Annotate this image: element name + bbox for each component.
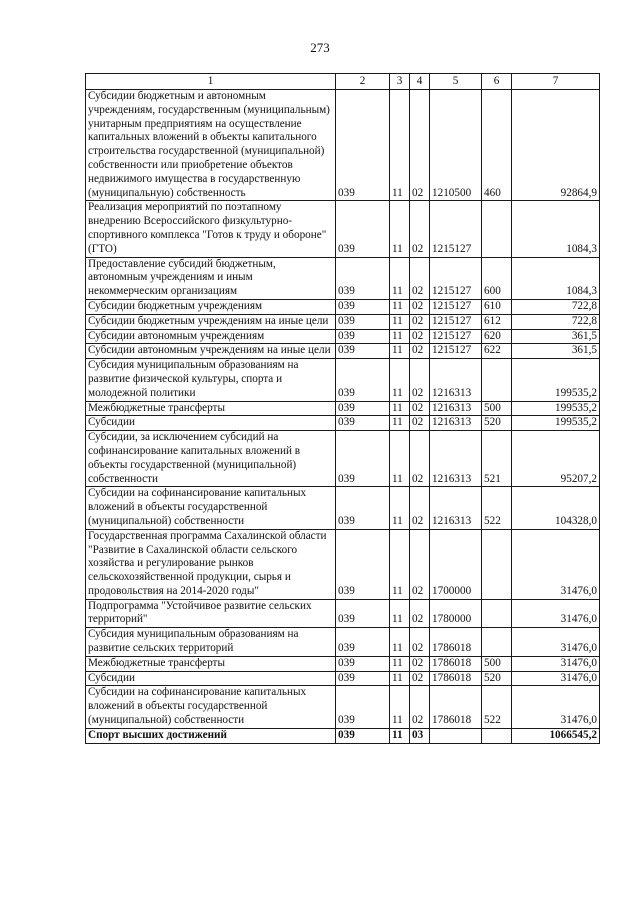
table-row — [86, 359, 600, 401]
target-article-code: 1215127 — [430, 201, 482, 257]
amount: 1084,3 — [512, 201, 600, 257]
expense-type-code: 460 — [482, 90, 512, 201]
amount: 104328,0 — [512, 487, 600, 529]
row-label: Подпрограмма "Устойчивое развитие сельских территорий" — [86, 599, 336, 628]
section-code: 11 — [390, 728, 410, 743]
target-article-code: 1215127 — [430, 257, 482, 299]
section-code: 11 — [390, 344, 410, 359]
ministry-code: 039 — [336, 599, 390, 628]
subsection-code: 02 — [410, 344, 430, 359]
ministry-code: 039 — [336, 201, 390, 257]
amount: 31476,0 — [512, 656, 600, 671]
amount: 722,8 — [512, 299, 600, 314]
amount: 95207,2 — [512, 431, 600, 487]
section-code: 11 — [390, 201, 410, 257]
table-row — [86, 656, 600, 671]
ministry-code: 039 — [336, 431, 390, 487]
expense-type-code: 521 — [482, 431, 512, 487]
expense-type-code — [482, 599, 512, 628]
subsection-code: 02 — [410, 686, 430, 728]
ministry-code: 039 — [336, 656, 390, 671]
ministry-code: 039 — [336, 314, 390, 329]
section-code: 11 — [390, 329, 410, 344]
row-label: Субсидии автономным учреждениям — [86, 329, 336, 344]
table-row — [86, 201, 600, 257]
subsection-code: 02 — [410, 329, 430, 344]
subsection-code: 02 — [410, 671, 430, 686]
ministry-code: 039 — [336, 359, 390, 401]
target-article-code: 1216313 — [430, 359, 482, 401]
section-code: 11 — [390, 359, 410, 401]
subsection-code: 02 — [410, 656, 430, 671]
subsection-code: 02 — [410, 359, 430, 401]
expense-type-code: 500 — [482, 656, 512, 671]
table-row — [86, 487, 600, 529]
table-row — [86, 90, 600, 201]
section-code: 11 — [390, 487, 410, 529]
row-label: Субсидии бюджетным и автономным учреждениям, государственным (муниципальным) унитарным предприятиям на осуществление капитальных вложений в объекты капитального строительства государственной (муниципальной) собственности или приобретение объектов недвижимого имущества в государственную (муниципальную) собственность — [86, 90, 336, 201]
expense-type-code — [482, 529, 512, 599]
section-code: 11 — [390, 90, 410, 201]
row-label: Субсидии, за исключением субсидий на софинансирование капитальных вложений в объекты государственной (муниципальной) собственности — [86, 431, 336, 487]
subsection-code: 02 — [410, 487, 430, 529]
table-row — [86, 529, 600, 599]
row-label: Субсидии автономным учреждениям на иные цели — [86, 344, 336, 359]
column-header: 4 — [410, 74, 430, 90]
column-header: 5 — [430, 74, 482, 90]
row-label: Субсидия муниципальным образованиям на развитие физической культуры, спорта и молодежной политики — [86, 359, 336, 401]
page-number: 273 — [310, 40, 330, 55]
row-label: Реализация мероприятий по поэтапному внедрению Всероссийского физкультурно-спортивного комплекса "Готов к труду и обороне" (ГТО) — [86, 201, 336, 257]
section-code: 11 — [390, 529, 410, 599]
target-article-code: 1216313 — [430, 416, 482, 431]
ministry-code: 039 — [336, 728, 390, 743]
amount: 1084,3 — [512, 257, 600, 299]
table-row — [86, 431, 600, 487]
amount: 361,5 — [512, 344, 600, 359]
section-code: 11 — [390, 628, 410, 657]
target-article-code: 1210500 — [430, 90, 482, 201]
subsection-code: 02 — [410, 599, 430, 628]
target-article-code: 1780000 — [430, 599, 482, 628]
subsection-code: 02 — [410, 299, 430, 314]
table-row — [86, 314, 600, 329]
ministry-code: 039 — [336, 416, 390, 431]
target-article-code: 1216313 — [430, 431, 482, 487]
section-code: 11 — [390, 671, 410, 686]
header-row — [86, 74, 600, 90]
table-row — [86, 257, 600, 299]
ministry-code: 039 — [336, 671, 390, 686]
subsection-code: 02 — [410, 314, 430, 329]
row-label: Межбюджетные трансферты — [86, 656, 336, 671]
amount: 31476,0 — [512, 671, 600, 686]
expense-type-code: 622 — [482, 344, 512, 359]
amount: 1066545,2 — [512, 728, 600, 743]
section-code: 11 — [390, 314, 410, 329]
row-label: Субсидия муниципальным образованиям на развитие сельских территорий — [86, 628, 336, 657]
table-row — [86, 401, 600, 416]
row-label: Субсидии бюджетным учреждениям — [86, 299, 336, 314]
table-row — [86, 728, 600, 743]
amount: 199535,2 — [512, 416, 600, 431]
row-label: Государственная программа Сахалинской области "Развитие в Сахалинской области сельского хозяйства и регулирование рынков сельскохозяйственной продукции, сырья и продовольствия на 2014-2020 годы" — [86, 529, 336, 599]
ministry-code: 039 — [336, 90, 390, 201]
target-article-code: 1215127 — [430, 314, 482, 329]
expense-type-code: 520 — [482, 671, 512, 686]
ministry-code: 039 — [336, 344, 390, 359]
target-article-code: 1215127 — [430, 344, 482, 359]
amount: 361,5 — [512, 329, 600, 344]
table-row — [86, 686, 600, 728]
amount: 31476,0 — [512, 529, 600, 599]
table-row — [86, 416, 600, 431]
target-article-code: 1215127 — [430, 299, 482, 314]
ministry-code: 039 — [336, 257, 390, 299]
subsection-code: 02 — [410, 90, 430, 201]
ministry-code: 039 — [336, 628, 390, 657]
expense-type-code — [482, 201, 512, 257]
expense-type-code: 522 — [482, 487, 512, 529]
ministry-code: 039 — [336, 329, 390, 344]
expense-type-code: 620 — [482, 329, 512, 344]
subsection-code: 02 — [410, 628, 430, 657]
ministry-code: 039 — [336, 686, 390, 728]
row-label: Субсидии на софинансирование капитальных вложений в объекты государственной (муниципальной) собственности — [86, 686, 336, 728]
target-article-code: 1786018 — [430, 671, 482, 686]
section-code: 11 — [390, 401, 410, 416]
section-code: 11 — [390, 416, 410, 431]
target-article-code: 1216313 — [430, 487, 482, 529]
target-article-code: 1786018 — [430, 628, 482, 657]
table-row — [86, 344, 600, 359]
expense-type-code: 610 — [482, 299, 512, 314]
expense-type-code — [482, 359, 512, 401]
target-article-code: 1216313 — [430, 401, 482, 416]
ministry-code: 039 — [336, 487, 390, 529]
column-header: 6 — [482, 74, 512, 90]
expense-type-code: 612 — [482, 314, 512, 329]
column-header: 7 — [512, 74, 600, 90]
amount: 92864,9 — [512, 90, 600, 201]
row-label: Субсидии — [86, 416, 336, 431]
subsection-code: 03 — [410, 728, 430, 743]
amount: 199535,2 — [512, 401, 600, 416]
column-header: 1 — [86, 74, 336, 90]
ministry-code: 039 — [336, 529, 390, 599]
expense-type-code: 500 — [482, 401, 512, 416]
amount: 199535,2 — [512, 359, 600, 401]
section-code: 11 — [390, 686, 410, 728]
target-article-code: 1786018 — [430, 656, 482, 671]
amount: 31476,0 — [512, 628, 600, 657]
expense-type-code: 520 — [482, 416, 512, 431]
section-code: 11 — [390, 299, 410, 314]
row-label: Субсидии бюджетным учреждениям на иные цели — [86, 314, 336, 329]
section-code: 11 — [390, 656, 410, 671]
subsection-code: 02 — [410, 416, 430, 431]
subsection-code: 02 — [410, 401, 430, 416]
expense-type-code — [482, 628, 512, 657]
table-row — [86, 628, 600, 657]
budget-table — [85, 73, 600, 744]
subsection-code: 02 — [410, 257, 430, 299]
expense-type-code: 600 — [482, 257, 512, 299]
subsection-code: 02 — [410, 529, 430, 599]
table-row — [86, 599, 600, 628]
table-row — [86, 671, 600, 686]
amount: 31476,0 — [512, 599, 600, 628]
table-row — [86, 329, 600, 344]
subsection-code: 02 — [410, 431, 430, 487]
target-article-code: 1786018 — [430, 686, 482, 728]
subsection-code: 02 — [410, 201, 430, 257]
section-code: 11 — [390, 599, 410, 628]
expense-type-code: 522 — [482, 686, 512, 728]
row-label: Субсидии на софинансирование капитальных вложений в объекты государственной (муниципальной) собственности — [86, 487, 336, 529]
table-row — [86, 299, 600, 314]
row-label: Спорт высших достижений — [86, 728, 336, 743]
expense-type-code — [482, 728, 512, 743]
target-article-code: 1215127 — [430, 329, 482, 344]
target-article-code — [430, 728, 482, 743]
amount: 722,8 — [512, 314, 600, 329]
column-header: 3 — [390, 74, 410, 90]
ministry-code: 039 — [336, 299, 390, 314]
column-header: 2 — [336, 74, 390, 90]
target-article-code: 1700000 — [430, 529, 482, 599]
amount: 31476,0 — [512, 686, 600, 728]
ministry-code: 039 — [336, 401, 390, 416]
row-label: Предоставление субсидий бюджетным, автономным учреждениям и иным некоммерческим организациям — [86, 257, 336, 299]
row-label: Межбюджетные трансферты — [86, 401, 336, 416]
section-code: 11 — [390, 257, 410, 299]
row-label: Субсидии — [86, 671, 336, 686]
section-code: 11 — [390, 431, 410, 487]
